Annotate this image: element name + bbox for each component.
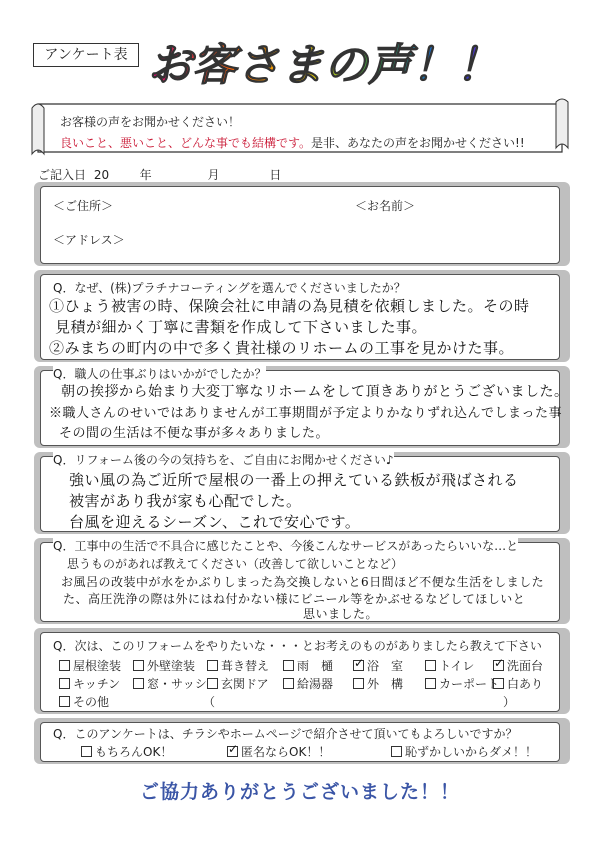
reform-option[interactable] <box>353 657 403 674</box>
checkbox-icon[interactable] <box>59 678 70 689</box>
date-row <box>38 166 281 183</box>
reform-option-label: 洗面台 <box>507 659 544 673</box>
reform-option[interactable] <box>425 675 499 692</box>
question-card-craftsman <box>40 367 569 446</box>
question-next-reform: Q．次は、このリフォームをやりたいな・・・とお考えのものがありましたら教えて下さい <box>53 639 542 653</box>
answer-line: その間の生活は不便な事が多々ありました。 <box>59 426 330 441</box>
checkbox-icon[interactable] <box>283 660 294 671</box>
reform-option-label: トイレ <box>439 659 475 673</box>
answer-line: ※職人さんのせいではありませんが工事期間が予定よりかなりずれ込んでしまった事 <box>49 406 563 421</box>
checkbox-icon[interactable] <box>133 660 144 671</box>
question-card-improvements <box>40 539 560 622</box>
reform-option-label: 白あり <box>507 677 544 691</box>
checked-checkbox-icon[interactable] <box>227 746 238 757</box>
checkbox-icon[interactable] <box>133 678 144 689</box>
checkbox-icon[interactable] <box>391 746 402 757</box>
permission-option[interactable] <box>391 743 537 760</box>
date-year-prefix: 20 <box>93 168 110 182</box>
checkbox-icon[interactable] <box>425 660 436 671</box>
name-label: ＜お名前＞ <box>355 199 416 213</box>
date-month: 月 <box>207 168 220 182</box>
checkbox-icon[interactable] <box>207 660 218 671</box>
reform-option-label: 外 構 <box>367 677 404 691</box>
reform-option[interactable] <box>493 657 543 674</box>
customer-info-card <box>40 186 560 264</box>
question-card-reason <box>40 274 560 360</box>
question-improvements-line1: Q．工事中の生活で不具合に感じたことや、今後こんなサービスがあったらいいな…と <box>53 539 519 553</box>
intro-line2-rest: 是非、あなたの声をお聞かせください!! <box>311 136 525 150</box>
page-title <box>140 36 530 96</box>
other-paren-close: ） <box>503 695 516 709</box>
page-title-text: お客さまの声！！ <box>148 40 500 91</box>
answer-line: た、高圧洗浄の際は外にはね付かない様にビニール等をかぶせるなどしてほしいと <box>63 592 526 606</box>
intro-line2 <box>60 134 525 151</box>
survey-label: アンケート表 <box>33 43 139 67</box>
reform-option-label: 窓・サッシ <box>147 677 207 691</box>
answer-line: ①ひょう被害の時、保険会社に申請の為見積を依頼しました。その時 <box>49 297 530 315</box>
reform-option[interactable] <box>207 657 269 674</box>
date-day: 日 <box>269 168 282 182</box>
intro-line1: お客様の声をお聞かせください！ <box>60 115 241 129</box>
checkbox-icon[interactable] <box>353 678 364 689</box>
checkbox-icon[interactable] <box>59 660 70 671</box>
reform-option[interactable] <box>283 657 333 674</box>
question-card-feelings <box>40 453 560 532</box>
question-permission: Q．このアンケートは、チラシやホームページで紹介させて頂いてもよろしいですか？ <box>53 727 518 741</box>
reform-option-label: 給湯器 <box>297 677 334 691</box>
reform-option-label: 玄関ドア <box>221 677 269 691</box>
reform-option-label: 屋根塗装 <box>73 659 122 673</box>
question-reason: Q．なぜ、(株)プラチナコーティングを選んでくださいましたか？ <box>53 281 406 295</box>
question-card-next-reform <box>40 632 560 712</box>
reform-option-label: 浴 室 <box>367 659 404 673</box>
checkbox-icon[interactable] <box>283 678 294 689</box>
question-improvements-line2: 思うものがあれば教えてください（改善して欲しいことなど） <box>67 557 404 571</box>
permission-option[interactable] <box>227 743 330 760</box>
reform-option-label: カーポート <box>439 677 500 691</box>
reform-option[interactable] <box>283 675 333 692</box>
reform-option[interactable] <box>133 657 195 674</box>
question-craftsman: Q．職人の仕事ぶりはいかがでしたか？ <box>53 367 267 381</box>
answer-line: 見積が細かく丁寧に書類を作成して下さいました事。 <box>55 318 428 336</box>
checkbox-icon[interactable] <box>493 678 504 689</box>
checked-checkbox-icon[interactable] <box>493 660 504 671</box>
date-label: ご記入日 <box>38 168 87 182</box>
checkbox-icon[interactable] <box>59 696 70 707</box>
checked-checkbox-icon[interactable] <box>353 660 364 671</box>
answer-line: 強い風の為ご近所で屋根の一番上の押えている鉄板が飛ばされる <box>69 471 519 489</box>
answer-line: お風呂の改装中が水をかぶりしまった為交換しないと6日間ほど不便な生活をしました <box>61 575 545 589</box>
answer-line: 台風を迎えるシーズン、これで安心です。 <box>69 513 361 531</box>
checkbox-icon[interactable] <box>81 746 92 757</box>
permission-option[interactable] <box>81 743 172 760</box>
reform-option-label: 雨 樋 <box>297 659 334 673</box>
reform-option[interactable] <box>59 675 120 692</box>
answer-line: 被害があり我が家も心配でした。 <box>69 492 302 510</box>
reform-option[interactable] <box>493 675 543 692</box>
reform-option[interactable] <box>425 657 474 674</box>
permission-option-label: 恥ずかしいからダメ！！ <box>405 745 538 759</box>
intro-line2-emphasis: 良いこと、悪いこと、どんな事でも結構です。 <box>60 136 312 150</box>
date-year: 年 <box>139 168 152 182</box>
permission-option-label: もちろんOK！ <box>95 745 173 759</box>
question-card-permission <box>40 722 560 762</box>
reform-option-label: キッチン <box>73 677 121 691</box>
address-label: ＜ご住所＞ <box>53 199 114 213</box>
reform-option[interactable] <box>133 675 207 692</box>
answer-line: ②みまちの町内の中で多く貴社様のリホームの工事を見かけた事。 <box>49 339 515 357</box>
thank-you-message: ご協力ありがとうございました！！ <box>139 781 460 803</box>
permission-option-label: 匿名ならOK！！ <box>241 745 331 759</box>
answer-line: 朝の挨拶から始まり大変丁寧なリホームをして頂きありがとうございました。 <box>61 384 569 400</box>
answer-line: 思いました。 <box>303 607 379 621</box>
checkbox-icon[interactable] <box>425 678 436 689</box>
checkbox-icon[interactable] <box>207 678 218 689</box>
reform-option-label: 葺き替え <box>221 659 270 673</box>
reform-option[interactable] <box>353 675 403 692</box>
email-label: ＜アドレス＞ <box>53 233 125 247</box>
reform-option-label: 外壁塗装 <box>147 659 196 673</box>
reform-option[interactable] <box>207 675 269 692</box>
reform-option[interactable] <box>59 693 109 710</box>
question-feelings: Q．リフォーム後の今の気持ちを、ご自由にお聞かせください♪ <box>53 453 394 467</box>
reform-option[interactable] <box>59 657 121 674</box>
other-paren-open: （ <box>203 695 216 709</box>
reform-option-label: その他 <box>73 695 110 709</box>
